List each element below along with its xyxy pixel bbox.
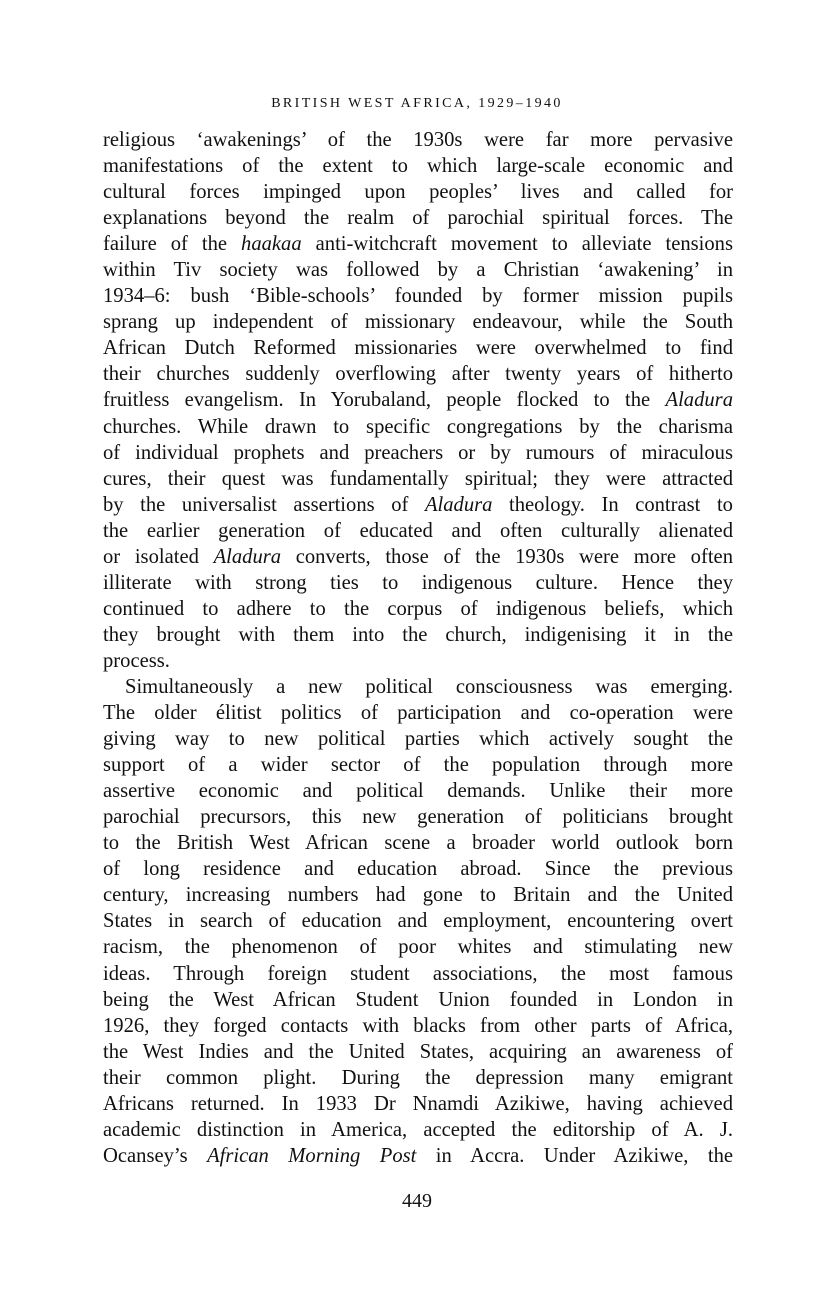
text-line (103, 882, 733, 908)
text-run: anti-witchcraft movement to alleviate tensions (301, 233, 733, 256)
text-line (103, 856, 733, 882)
text-line (103, 570, 733, 596)
italic-text: Aladura (213, 545, 282, 568)
text-run: being the West African Student Union founded in London in (103, 988, 733, 1011)
text-run: Simultaneously a new political consciousness was emerging. (125, 675, 733, 698)
body-text (103, 127, 733, 1169)
text-line (103, 648, 733, 674)
text-line (103, 1117, 733, 1143)
text-line (103, 153, 733, 179)
text-line (103, 934, 733, 960)
text-line (103, 726, 733, 752)
paragraph-2 (103, 674, 733, 1169)
text-line (103, 309, 733, 335)
text-run: illiterate with strong ties to indigenous culture. Hence they (103, 571, 733, 594)
text-run: process. (103, 649, 170, 672)
text-run: their churches suddenly overflowing after twenty years of hitherto (103, 363, 733, 386)
text-line (103, 1039, 733, 1065)
text-run: or isolated (103, 545, 214, 568)
text-line (103, 387, 733, 413)
text-run: of long residence and education abroad. Since the previous (103, 858, 733, 881)
page-number: 449 (402, 1190, 432, 1212)
text-run: States in search of education and employment, encountering overt (103, 910, 733, 933)
text-line (103, 1013, 733, 1039)
text-run: churches. While drawn to specific congregations by the charisma (103, 415, 733, 438)
text-run: theology. In contrast to (492, 493, 733, 516)
italic-text: African Morning Post (207, 1144, 417, 1167)
text-run: failure of the (103, 233, 242, 256)
text-run: the earlier generation of educated and often culturally alienated (103, 519, 733, 542)
text-line (103, 205, 733, 231)
text-line (103, 961, 733, 987)
text-run: fruitless evangelism. In Yorubaland, people flocked to the (103, 389, 666, 412)
text-run: cures, their quest was fundamentally spiritual; they were attracted (103, 467, 733, 490)
text-line (103, 778, 733, 804)
text-run: converts, those of the 1930s were more often (281, 545, 733, 568)
text-run: racism, the phenomenon of poor whites and stimulating new (103, 936, 733, 959)
text-run: in Accra. Under Azikiwe, the (416, 1144, 734, 1167)
text-line (103, 335, 733, 361)
text-line (103, 544, 733, 570)
text-run: the West Indies and the United States, acquiring an awareness of (103, 1040, 733, 1063)
text-line (103, 987, 733, 1013)
text-line (103, 622, 733, 648)
text-line (103, 1143, 733, 1169)
text-line (103, 127, 733, 153)
text-run: 1934–6: bush ‘Bible-schools’ founded by former mission pupils (103, 285, 733, 308)
text-line (103, 908, 733, 934)
text-run: Africans returned. In 1933 Dr Nnamdi Azikiwe, having achieved (103, 1092, 733, 1115)
text-run: to the British West African scene a broader world outlook born (103, 832, 733, 855)
text-line (103, 414, 733, 440)
text-run: African Dutch Reformed missionaries were overwhelmed to find (103, 337, 733, 360)
text-line (103, 518, 733, 544)
text-run: support of a wider sector of the population through more (103, 754, 733, 777)
text-run: Ocansey’s (103, 1144, 208, 1167)
text-line (103, 1065, 733, 1091)
text-run: by the universalist assertions of (103, 493, 425, 516)
text-run: sprang up independent of missionary endeavour, while the South (103, 311, 733, 334)
text-line (103, 674, 733, 700)
text-run: giving way to new political parties which actively sought the (103, 728, 733, 751)
text-line (103, 596, 733, 622)
text-run: they brought with them into the church, indigenising it in the (103, 623, 733, 646)
italic-text: Aladura (424, 493, 493, 516)
italic-text: haakaa (241, 233, 302, 256)
text-line (103, 804, 733, 830)
text-run: century, increasing numbers had gone to Britain and the United (103, 884, 733, 907)
text-run: explanations beyond the realm of parochial spiritual forces. The (103, 207, 733, 230)
text-line (103, 492, 733, 518)
text-line (103, 283, 733, 309)
text-line (103, 179, 733, 205)
text-run: parochial precursors, this new generation of politicians brought (103, 806, 733, 829)
text-line (103, 440, 733, 466)
text-line (103, 1091, 733, 1117)
text-run: of individual prophets and preachers or by rumours of miraculous (103, 441, 733, 464)
text-run: continued to adhere to the corpus of indigenous beliefs, which (103, 597, 733, 620)
italic-text: Aladura (665, 389, 733, 412)
running-header: BRITISH WEST AFRICA, 1929–1940 (271, 96, 563, 111)
text-line (103, 231, 733, 257)
text-run: assertive economic and political demands. Unlike their more (103, 780, 733, 803)
text-run: ideas. Through foreign student associations, the most famous (103, 962, 733, 985)
text-run: academic distinction in America, accepted the editorship of A. J. (103, 1118, 733, 1141)
text-line (103, 700, 733, 726)
text-line (103, 752, 733, 778)
text-run: manifestations of the extent to which large-scale economic and (103, 155, 733, 178)
text-run: 1926, they forged contacts with blacks from other parts of Africa, (103, 1014, 733, 1037)
text-line (103, 830, 733, 856)
text-run: their common plight. During the depression many emigrant (103, 1066, 733, 1089)
text-run: within Tiv society was followed by a Christian ‘awakening’ in (103, 259, 733, 282)
text-run: cultural forces impinged upon peoples’ lives and called for (103, 181, 733, 204)
text-line (103, 361, 733, 387)
text-run: religious ‘awakenings’ of the 1930s were far more pervasive (103, 129, 733, 151)
text-run: The older élitist politics of participation and co-operation were (103, 702, 733, 725)
text-line (103, 466, 733, 492)
text-line (103, 257, 733, 283)
paragraph-1 (103, 127, 733, 674)
